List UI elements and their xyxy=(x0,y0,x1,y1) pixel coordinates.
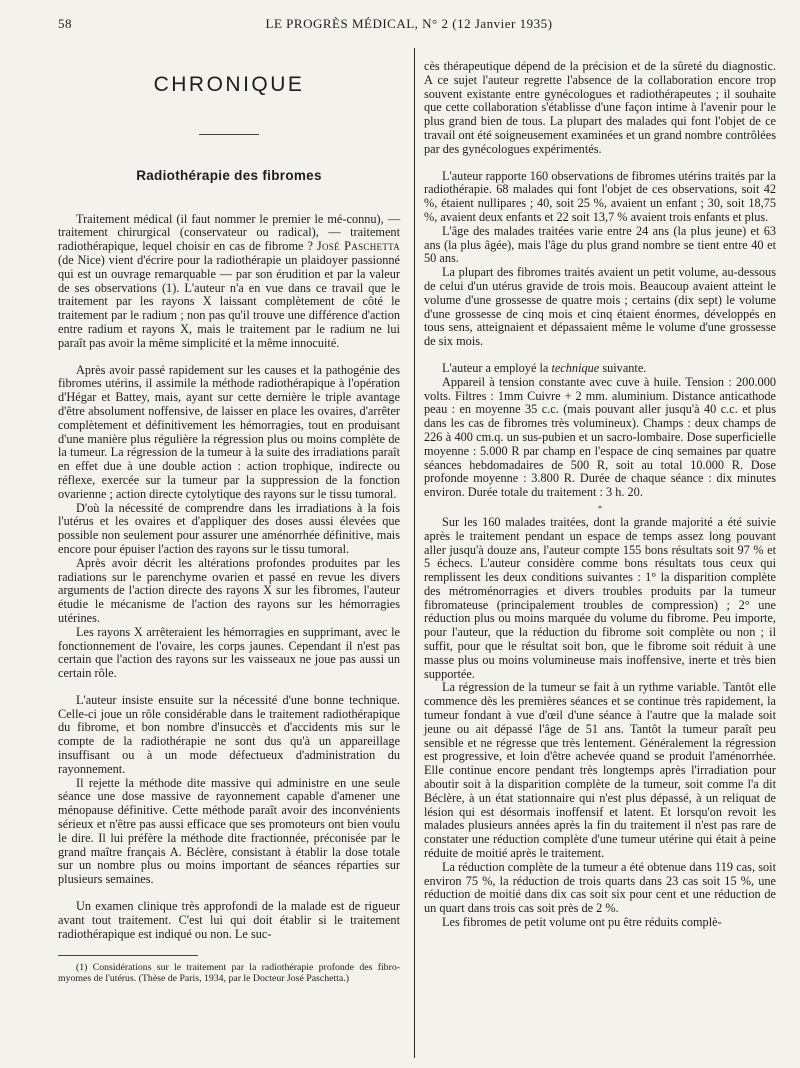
paragraph-text: suivante. xyxy=(602,360,647,375)
footnote-rule xyxy=(58,955,198,956)
left-column xyxy=(58,48,400,984)
paragraph: L'auteur rapporte 160 observations de fibromes utérins traités par la radiothérapie. 68 malades qui font l'objet de ces observations, soit 42 %, étaient nullipares ; 40, soit 25 %, avaient un enfant ; 30, soit 18,75 %, avaient deux enfants et 22 soit 13,7 % avaient trois enfants et plus. xyxy=(424,168,776,224)
paragraph: Appareil à tension constante avec cuve à huile. Tension : 200.000 volts. Filtres : 1mm Cuivre + 2 mm. aluminium. Distance anticathode peau : en moyenne 35 c.c. (mais pouvant aller jusqu'à 40 c.c. et plus dans les cas de fibromes très volumineux). Champs : deux champs de 226 à 400 cm.q. un sus-pubien et un sacro-lombaire. Dose superficielle moyenne : 5.000 R par champ en l'espace de cinq semaines par quatre séances hebdomadaires de 500 R, soit au total 10.000 R. Dose profonde moyenne : 3.800 R. Durée de chaque séance : dix minutes environ. Durée totale du traitement : 3 h. 20. xyxy=(424,374,776,500)
section-rule xyxy=(199,134,259,135)
footnote-text: (1) Considérations sur le traitement par la radiothérapie profonde des fibro-myomes de l'utérus. (Thèse de Paris, 1934, par le Docteur José Paschetta.) xyxy=(58,962,400,985)
right-column xyxy=(424,60,776,930)
paragraph-text: L'auteur a employé la xyxy=(442,360,549,375)
spacer xyxy=(58,351,400,364)
paragraph: D'où la nécessité de comprendre dans les irradiations à la fois l'utérus et les ovaires et d'appliquer des doses aussi élevées que possible non seulement pour assurer une aménorrhée définitive, mais encore pour épuiser l'action des rayons sur le tissu tumoral. xyxy=(58,500,400,556)
paragraph: L'âge des malades traitées varie entre 24 ans (la plus jeune) et 63 ans (la plus âgée), mais l'âge du plus grand nombre se tient entre 40 et 50 ans. xyxy=(424,223,776,266)
paragraph: Il rejette la méthode dite massive qui administre en une seule séance une dose massive de rayonnement capable d'amener une ménopause définitive. Cette méthode paraît avoir des inconvénients sérieux et n'être pas aussi efficace que ses promoteurs ont bien voulu le dire. Il lui préfère la méthode dite fractionnée, préconisée par le grand maître français A. Béclère, consistant à établir la dose totale sur un nombre plus ou moins important de séances réparties sur plusieurs semaines. xyxy=(58,775,400,887)
paragraph xyxy=(58,213,400,351)
paragraph xyxy=(424,362,776,376)
spacer xyxy=(58,681,400,694)
paragraph: La plupart des fibromes traités avaient un petit volume, au-dessous de celui d'un utérus gravide de trois mois. Beaucoup avaient atteint le volume d'une grossesse de quatre mois ; certains (dix sept) le volume d'une grossesse de cinq mois et cinq étaient énormes, développés en tous sens, atteignaient et dépassaient même le volume d'une grossesse de six mois. xyxy=(424,265,776,349)
paragraph: Après avoir décrit les altérations profondes produites par les radiations sur le parenchyme ovarien et passé en revue les divers arguments de l'action directe des rayons X sur les fibromes, l'auteur étudie le mécanisme de l'action des rayons sur les hémorragies utérines. xyxy=(58,555,400,625)
paragraph: La régression de la tumeur se fait à un rythme variable. Tantôt elle commence dès les premières séances et se continue très rapidement, la tumeur fondant à vue d'œil d'une séance à l'autre que la malade soit jeune ou ait dépassé l'âge de 51 ans. Tantôt la tumeur paraît peu sensible et ne régresse que très lentement. Généralement la régression est progressive, et loin d'être achevée quand se produit l'aménorrhée. Elle continue encore pendant très longtemps après l'irradiation pour aboutir soit à la disparition complète de la tumeur, soit comme l'a dit Béclère, à un état stationnaire qui n'est plus dépassé, à un reliquat de lésion qui est désormais inoffensif et latent. Et lorsqu'on revoit les malades plusieurs années après la fin du traitement il n'est pas rare de constater une réduction complète d'une tumeur utérine qui était à peine réduite de moitié après le traitement. xyxy=(424,680,776,861)
page-number: 58 xyxy=(58,16,72,31)
paragraph: Sur les 160 malades traitées, dont la grande majorité a été suivie après le traitement pendant un espace de temps assez long pouvant aller jusqu'à douze ans, l'auteur compte 155 bons résultats soit 97 % et 5 échecs. L'auteur considère comme bons résultats tous ceux qui remplissent les deux conditions suivantes : 1° la disparition complète des métroménorragies et divers troubles produits par la tumeur fibromateuse (principalement troubles de compression) ; 2° une réduction plus ou moins marquée du volume du fibrome. Peu importe, pour l'auteur, que la réduction du fibrome soit complète ou non ; il suffit, pour que le résultat soit bon, que le fibrome soit réduit à une masse plus ou moins volumineuse mais inoffensive, inerte et très bien supportée. xyxy=(424,514,776,681)
section-heading: CHRONIQUE xyxy=(153,73,305,96)
section-star: * xyxy=(598,503,602,513)
spacer xyxy=(424,157,776,170)
paragraph: Les rayons X arrêteraient les hémorragies en supprimant, avec le fonctionnement de l'ovaire, les corps jaunes. Cependant il n'est pas certain que l'action des rayons sur les vaisseaux ne joue pas aussi un certain rôle. xyxy=(58,624,400,681)
paragraph: Après avoir passé rapidement sur les causes et la pathogénie des fibromes utérins, il assimile la méthode radiothérapique à l'opération d'Hégar et Battey, mais, ayant sur cette dernière le triple avantage d'être absolument noffensive, de laisser en place les ovaires, d'arrêter complètement et définitivement les hémorragies, tout en produisant d'une manière plus régulière la régression plus ou moins complète de la tumeur. La régression de la tumeur à la suite des irradiations paraît en effet due à une double action : action trophique, indirecte ou réflexe, exercée sur la tumeur par la suppression de la fonction ovarienne ; action directe cytolytique des rayons sur le tissu tumoral. xyxy=(58,362,400,501)
article-title: Radiothérapie des fibromes xyxy=(136,167,322,183)
column-divider xyxy=(414,48,415,1058)
paragraph: Les fibromes de petit volume ont pu être réduits complè- xyxy=(442,915,722,930)
technique-word: technique xyxy=(551,360,600,375)
paragraph: L'auteur insiste ensuite sur la nécessité d'une bonne technique. Celle-ci joue un rôle considérable dans le traitement radiothérapique du fibrome, et bon nombre d'insuccès et d'accidents mis sur le compte de la radiothérapie ne sont dus qu'à un appareillage insuffisant ou à un mode défectueux d'administration du rayonnement. xyxy=(58,692,400,776)
journal-header: LE PROGRÈS MÉDICAL, N° 2 (12 Janvier 1935) xyxy=(265,16,553,31)
paragraph: cès thérapeutique dépend de la précision et de la sûreté du diagnostic. A ce sujet l'auteur regrette l'absence de la collaboration encore trop souvent existante entre gynécologues et radiothérapeutes ; il souhaite que cette collaboration s'établisse d'une façon intime à l'avenir pour le plus grand bien de tous. La plupart des malades qui font l'objet de ce travail ont été soigneusement examinées et un grand nombre contrôlées par des gynécologues expérimentés. xyxy=(424,59,776,156)
paragraph: Un examen clinique très approfondi de la malade est de rigueur avant tout traitement. C'est lui qui doit établir si le traitement radiothérapique est indiqué ou non. Le suc- xyxy=(58,899,400,941)
paragraph-text: (de Nice) vient d'écrire pour la radiothérapie un plaidoyer passionné qui est un ouvrage remarquable — par son érudition et par la valeur de ses observations (1). L'auteur n'a en vue dans ce travail que le traitement par les rayons X laissant complètement de côté le traitement par le radium ; non pas qu'il trouve une différence d'action entre radium et rayons X, mais le traitement par le radium ne lui paraît pas avoir la même simplicité et la même innocuité. xyxy=(58,252,400,350)
footnote xyxy=(58,962,400,984)
author-name: José Paschetta xyxy=(316,239,400,254)
paragraph-text: Traitement médical (il faut nommer le premier le mé-connu), — traitement chirurgical (conservateur ou radical), — traitement radiothérapique, lequel choisir en cas de fibrome ? xyxy=(58,211,400,254)
paragraph: La réduction complète de la tumeur a été obtenue dans 119 cas, soit environ 75 %, la réduction de trois quarts dans 23 cas soit 15 %, une réduction de moitié dans dix cas soit six pour cent et une réduction de un quart dans trois cas soit près de 2 %. xyxy=(424,859,776,916)
